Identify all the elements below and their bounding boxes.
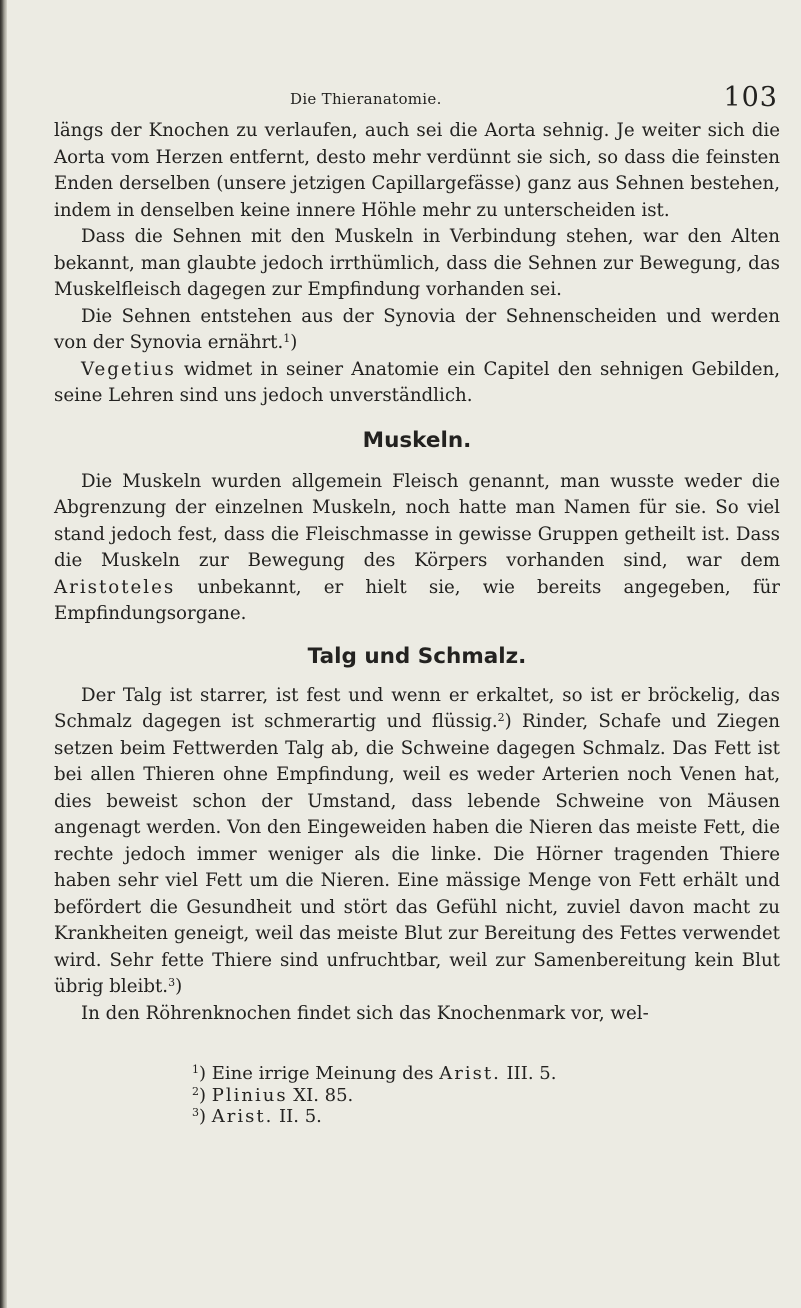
paragraph-aorta: längs der Knochen zu verlaufen, auch sei die Aorta sehnig. Je weiter sich die Aorta vom Herzen entfernt, desto mehr verdünnt sie sich, so dass die feinsten Enden derselben (unsere jetzigen Capillargefässe) ganz aus Sehnen bestehen, indem in denselben keine innere Höhle mehr zu unterscheiden ist. (54, 120, 780, 221)
author-name-aristoteles: Aristoteles (54, 576, 176, 598)
paragraph-talg-b: ) Rinder, Schafe und Ziegen setzen beim Fettwerden Talg ab, die Schweine dagegen Schmalz. Das Fett ist bei allen Thieren ohne Empfindung, weil es weder Arterien noch Venen hat, dies beweist schon der Umstand, dass lebende Schweine von Mäusen angenagt werden. Von den Eingeweiden haben die Nieren das meiste Fett, die rechte jedoch immer weniger als die linke. Die Hörner tragenden Thiere haben sehr viel Fett um die Nieren. Eine mässige Menge von Fett erhält und befördert die Gesundheit und stört das Gefühl nicht, zuviel davon macht zu Krankheiten geneigt, weil das meiste Blut zur Bereitung des Fettes verwendet wird. Sehr fette Thiere sind unfruchtbar, weil zur Samenbereitung kein Blut übrig bleibt. (54, 711, 780, 997)
paragraph-synovia-end: ) (290, 332, 298, 353)
paragraph-talg-end: ) (175, 976, 183, 997)
paragraph-sehnen-muskeln: Dass die Sehnen mit den Muskeln in Verbindung stehen, war den Alten bekannt, man glaubte jedoch irrthümlich, dass die Sehnen zur Bewegung, das Muskelfleisch dagegen zur Empfindung vorhanden sei. (54, 226, 780, 300)
page-edge-shadow (0, 0, 7, 1308)
paragraph-vegetius (54, 357, 780, 410)
author-name-vegetius: Vegetius (81, 358, 176, 380)
footnote-author: Arist. (211, 1106, 274, 1127)
footnote-number: 1 (192, 1063, 199, 1076)
footnote-author: Arist. (439, 1063, 501, 1084)
body-text (54, 118, 780, 1027)
running-head (54, 82, 780, 118)
paragraph-muskeln (54, 469, 780, 628)
section-heading-talg-schmalz: Talg und Schmalz. (307, 643, 527, 669)
paragraph-muskeln-b: unbekannt, er hielt sie, wie bereits angegeben, für Empfindungsorgane. (54, 576, 780, 624)
paragraph-muskeln-a: Die Muskeln wurden allgemein Fleisch genannt, man wusste weder die Abgrenzung der einzelnen Muskeln, noch hatte man Namen für sie. So viel stand jedoch fest, dass die Fleischmasse in gewisse Gruppen getheilt ist. Dass die Muskeln zur Bewegung des Körpers vorhanden sind, war dem (54, 470, 780, 571)
footnote-3 (192, 1106, 780, 1128)
footnote-ref-2: 2 (497, 711, 505, 724)
paragraph-talg (54, 683, 780, 1001)
paragraph-talg-a: Der Talg ist starrer, ist fest und wenn er erkaltet, so ist er bröckelig, das Schmalz dagegen ist schmerartig und flüssig. (54, 684, 780, 732)
running-title: Die Thieranatomie. (290, 90, 442, 108)
footnote-citation: XI. 85. (287, 1084, 354, 1106)
footnote-ref-3: 3 (168, 976, 176, 989)
paragraph-vegetius-text: widmet in seiner Anatomie ein Capitel den sehnigen Gebilden, seine Lehren sind uns jedoch unverständlich. (54, 358, 780, 406)
footnote-number: 2 (192, 1084, 199, 1098)
footnote-citation: III. 5. (500, 1063, 557, 1084)
footnote-2 (192, 1085, 780, 1107)
footnotes (192, 1063, 780, 1128)
footnote-text: ) (199, 1106, 212, 1127)
book-page (54, 82, 780, 1282)
page-number: 103 (723, 82, 778, 113)
footnote-ref-1: 1 (283, 332, 291, 345)
paragraph-knochenmark: In den Röhrenknochen findet sich das Knochenmark vor, wel- (81, 1002, 649, 1024)
footnote-1 (192, 1063, 780, 1085)
footnote-number: 3 (192, 1106, 199, 1119)
section-heading-muskeln: Muskeln. (362, 427, 472, 453)
footnote-text: ) Eine irrige Meinung des (199, 1063, 440, 1084)
footnote-author: Plinius (211, 1084, 288, 1106)
footnote-citation: II. 5. (273, 1106, 322, 1127)
paragraph-synovia-text: Die Sehnen entstehen aus der Synovia der Sehnenscheiden und werden von der Synovia ernährt. (54, 305, 780, 353)
paragraph-synovia (54, 304, 780, 357)
footnote-text: ) (199, 1084, 212, 1106)
